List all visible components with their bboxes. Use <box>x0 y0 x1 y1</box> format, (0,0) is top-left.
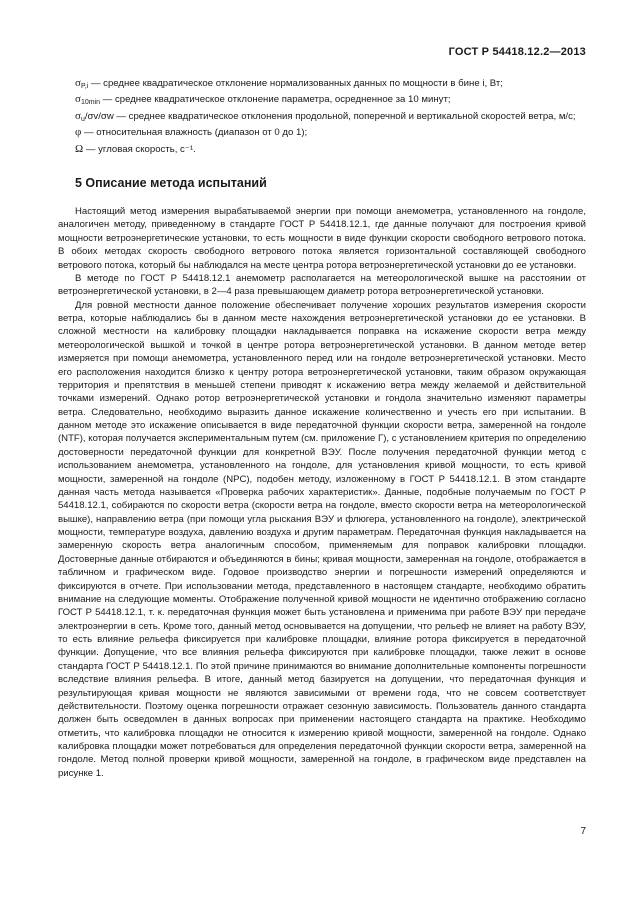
definition-subscript: 10min <box>80 99 101 107</box>
definition-symbol: σ <box>75 109 81 122</box>
body-paragraph: Настоящий метод измерения вырабатываемой энергии при помощи анемометра, установленного на гондоле, аналогичен методу, приведенному в стандарте ГОСТ Р 54418.12.1, где данные получают для построения кривой мощности ветроэнергетические установки, то есть мощности в виде функции скорости свободного ветрового потока. В обоих методах скорость свободного ветрового потока является горизонтальной составляющей свободного ветрового потока, который бы наблюдался на месте центра ротора ветроэнергетической установки до ее установки. <box>58 206 586 271</box>
definition-subscript: u <box>80 115 85 123</box>
definition-symbol: σ <box>75 77 81 89</box>
section-body <box>58 205 586 780</box>
definition-text: — относительная влажность (диапазон от 0 до 1); <box>81 127 308 139</box>
page-number: 7 <box>580 826 586 837</box>
definition-item <box>75 126 585 142</box>
section-heading: 5 Описание метода испытаний <box>75 176 267 190</box>
definition-symbol: Ω <box>75 142 84 155</box>
definition-subscript: P,i <box>80 83 89 90</box>
definition-symbol: σ <box>75 93 81 106</box>
definition-text: /σv/σw — среднее квадратическое отклонения продольной, поперечной и вертикальной скоростей ветра, м/с; <box>84 110 576 122</box>
definition-item <box>75 93 585 109</box>
definition-symbol: φ <box>75 126 82 139</box>
definition-text: — среднее квадратическое отклонение параметра, осредненное за 10 минут; <box>100 94 451 106</box>
definition-item <box>75 110 585 126</box>
definition-text: — угловая скорость, с⁻¹. <box>83 143 196 155</box>
definition-item <box>75 77 585 93</box>
definition-text: — среднее квадратическое отклонение нормализованных данных по мощности в бине i, Вт; <box>88 78 503 89</box>
document-code-header: ГОСТ Р 54418.12.2—2013 <box>448 46 586 58</box>
definition-item <box>75 143 585 159</box>
symbol-definitions <box>75 77 585 159</box>
body-paragraph: В методе по ГОСТ Р 54418.12.1 анемометр располагается на метеорологической вышке на расстоянии от ветроэнергетической установки, в 2—4 раза превышающем диаметр ротора ветроэнергетической установки. <box>58 272 586 298</box>
body-paragraph: Для ровной местности данное положение обеспечивает получение хороших результатов измерения скорости ветра, которые наблюдались бы в данном месте нахождения ветроэнергетической установки до ее установки. В сложной местности на калибровку площадки накладывается поправка на искажение скорости ветра между метеорологической вышкой и точкой в центре ротора ветроэнергетической установки. В данном методе ветер измеряется при помощи анемометра, установленного перед или на гондоле ветроэнергетической установки. Место его расположения находится близко к центру ротора ветроэнергетической установки, таким образом окружающая территория и препятствия в меньшей степени приводят к искажению ветра между желаемой и действительной точками измерений. Однако ротор ветроэнергетической установки и гондола значительно изменяют параметры ветра. Следовательно, необходимо выразить данное искажение количественно и учесть его при испытании. В данном методе это искажение описывается в виде передаточной функции скорости ветра, замеренной на гондоле (NTF), которая получается экспериментальным путем (см. приложение Г), с установлением критерия по определению достоверности передаточной функции для конкретной ВЭУ. После получения передаточной функции метод с использованием анемометра, установленного на гондоле, для установления кривой мощности, то есть кривой мощности, замеренной на гондоле (NPC), подобен методу, изложенному в ГОСТ Р 54418.12.1. В этом стандарте данная часть метода называется «Проверка рабочих характеристик». Данные, подобные получаемым по ГОСТ Р 54418.12.1, собираются по скорости ветра (скорости ветра на гондоле, вместо скорости ветра на метеорологической вышке), направлению ветра (при помощи угла рыскания ВЭУ и флюгера, установленного на гондоле), электрической мощности, температуре воздуха, давлению воздуха и другим параметрам. Передаточная функция накладывается на замеренную скорость ветра аналогичным способом, применяемым для поправок калибровки площадки. Достоверные данные отбираются и объединяются в бины; кривая мощности, замеренная на гондоле, отображается в табличном и графическом виде. Годовое производство энергии и погрешности измерений определяются и фиксируются в отчете. При использовании метода, представленного в настоящем стандарте, необходимо обратить внимание на следующие моменты. Отображение полученной кривой мощности не идентично отображению согласно ГОСТ Р 54418.12.1, т. к. передаточная функция может быть установлена и применима при работе ВЭУ при передаче электроэнергии в сеть. Кроме того, данный метод основывается на допущении, что рельеф не влияет на работу ВЭУ, то есть влияние рельефа фиксируется при калибровке площадки, влияние ротора фиксируется в передаточной функции. Допущение, что все влияния рельефа фиксируются при калибровке площадки, также лежит в основе стандарта ГОСТ Р 54418.12.1. По этой причине принимаются во внимание дополнительные компоненты погрешности вследствие влияния рельефа. В итоге, данный метод базируется на допущении, что передаточная функция и результирующая кривая мощности не являются зависимыми от времени года, что не совсем соответствует действительности. Поэтому оценка погрешности отражает сезонную зависимость. Пользователь данного стандарта должен быть осведомлен в данных вопросах при применении настоящего стандарта на практике. Необходимо отметить, что калибровка площадки не относится к измерению кривой мощности, замеренной на гондоле. Однако калибровка площадки может потребоваться для определения передаточной функции скорости ветра, замеренной на гондоле. Метод полной проверки кривой мощности, замеренной на гондоле, в графическом виде представлен на рисунке 1. <box>58 299 586 779</box>
